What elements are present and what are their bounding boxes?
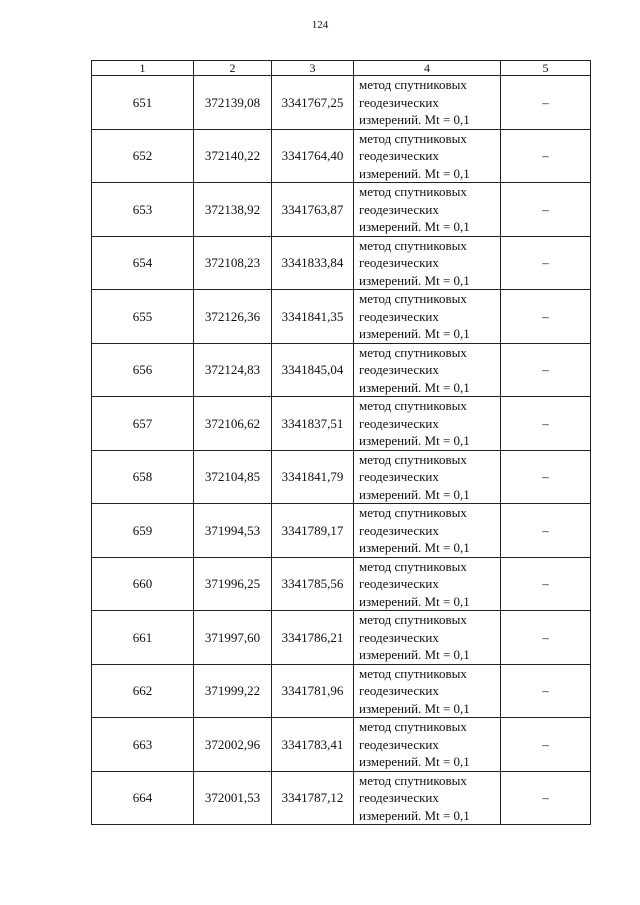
x-coordinate-cell: 372104,85 [194, 450, 272, 504]
point-number-cell: 657 [92, 397, 194, 451]
method-cell [354, 771, 501, 825]
point-number-cell: 660 [92, 557, 194, 611]
column-header-5: 5 [501, 61, 591, 76]
method-cell [354, 183, 501, 237]
table-row [92, 450, 591, 504]
method-cell [354, 718, 501, 772]
method-text-line: измерений. Mt = 0,1 [359, 540, 470, 555]
y-coordinate-cell: 3341764,40 [272, 129, 354, 183]
method-text-line: геодезических [359, 683, 439, 698]
y-coordinate-cell: 3341767,25 [272, 76, 354, 130]
table-row [92, 611, 591, 665]
method-text-line: метод спутниковых [359, 451, 467, 467]
x-coordinate-cell: 372001,53 [194, 771, 272, 825]
point-number-cell: 656 [92, 343, 194, 397]
method-text-line: геодезических [359, 522, 439, 538]
table-row [92, 129, 591, 183]
x-coordinate-cell: 372108,23 [194, 236, 272, 290]
method-cell [354, 290, 501, 344]
column-5-cell: – [501, 129, 591, 183]
column-5-cell: – [501, 450, 591, 504]
method-text-line: геодезических [359, 148, 439, 163]
column-5-cell: – [501, 504, 591, 558]
x-coordinate-cell: 372002,96 [194, 718, 272, 772]
table-row [92, 236, 591, 290]
method-text-line: измерений. Mt = 0,1 [359, 112, 470, 127]
y-coordinate-cell: 3341841,35 [272, 290, 354, 344]
point-number-cell: 658 [92, 450, 194, 504]
y-coordinate-cell: 3341845,04 [272, 343, 354, 397]
method-text-line: геодезических [359, 469, 439, 484]
column-header-3: 3 [272, 61, 354, 76]
method-text-line: метод спутниковых [359, 665, 467, 681]
y-coordinate-cell: 3341786,21 [272, 611, 354, 665]
method-text-line: измерений. Mt = 0,1 [359, 433, 470, 448]
y-coordinate-cell: 3341789,17 [272, 504, 354, 558]
column-5-cell: – [501, 343, 591, 397]
coordinates-table [91, 60, 591, 825]
x-coordinate-cell: 372138,92 [194, 183, 272, 237]
column-5-cell: – [501, 557, 591, 611]
method-text-line: измерений. Mt = 0,1 [359, 700, 470, 716]
method-text-line: метод спутниковых [359, 772, 467, 788]
method-cell [354, 397, 501, 451]
column-5-cell: – [501, 183, 591, 237]
method-text-line: геодезических [359, 629, 439, 645]
method-cell [354, 557, 501, 611]
x-coordinate-cell: 371997,60 [194, 611, 272, 665]
method-text-line: метод спутниковых [359, 130, 467, 146]
table-row [92, 343, 591, 397]
method-text-line: геодезических [359, 201, 439, 217]
method-text-line: геодезических [359, 415, 439, 431]
method-text-line: метод спутниковых [359, 184, 467, 199]
x-coordinate-cell: 372139,08 [194, 76, 272, 130]
x-coordinate-cell: 371999,22 [194, 664, 272, 718]
method-text-line: геодезических [359, 362, 439, 377]
method-text-line: измерений. Mt = 0,1 [359, 165, 470, 181]
column-5-cell: – [501, 664, 591, 718]
method-text-line: метод спутниковых [359, 237, 467, 253]
method-text-line: метод спутниковых [359, 719, 467, 734]
y-coordinate-cell: 3341833,84 [272, 236, 354, 290]
point-number-cell: 662 [92, 664, 194, 718]
point-number-cell: 654 [92, 236, 194, 290]
method-cell [354, 343, 501, 397]
method-text-line: геодезических [359, 308, 439, 324]
method-text-line: метод спутниковых [359, 505, 467, 520]
column-header-2: 2 [194, 61, 272, 76]
method-text-line: измерений. Mt = 0,1 [359, 326, 470, 341]
column-5-cell: – [501, 611, 591, 665]
method-cell [354, 664, 501, 718]
y-coordinate-cell: 3341785,56 [272, 557, 354, 611]
method-cell [354, 504, 501, 558]
page-number: 124 [311, 19, 329, 31]
y-coordinate-cell: 3341787,12 [272, 771, 354, 825]
method-text-line: геодезических [359, 576, 439, 591]
table-header-row [92, 61, 591, 76]
column-header-4: 4 [354, 61, 501, 76]
y-coordinate-cell: 3341837,51 [272, 397, 354, 451]
y-coordinate-cell: 3341763,87 [272, 183, 354, 237]
method-text-line: геодезических [359, 255, 439, 270]
table-row [92, 290, 591, 344]
point-number-cell: 655 [92, 290, 194, 344]
method-cell [354, 76, 501, 130]
x-coordinate-cell: 371994,53 [194, 504, 272, 558]
y-coordinate-cell: 3341781,96 [272, 664, 354, 718]
column-5-cell: – [501, 771, 591, 825]
method-text-line: измерений. Mt = 0,1 [359, 647, 470, 662]
method-text-line: геодезических [359, 736, 439, 752]
method-text-line: измерений. Mt = 0,1 [359, 486, 470, 502]
table-row [92, 504, 591, 558]
y-coordinate-cell: 3341841,79 [272, 450, 354, 504]
point-number-cell: 661 [92, 611, 194, 665]
method-cell [354, 450, 501, 504]
table-row [92, 664, 591, 718]
method-text-line: метод спутниковых [359, 344, 467, 360]
y-coordinate-cell: 3341783,41 [272, 718, 354, 772]
method-text-line: измерений. Mt = 0,1 [359, 379, 470, 395]
method-cell [354, 611, 501, 665]
method-text-line: метод спутниковых [359, 77, 467, 92]
column-5-cell: – [501, 718, 591, 772]
table-row [92, 771, 591, 825]
method-text-line: измерений. Mt = 0,1 [359, 219, 470, 234]
method-cell [354, 129, 501, 183]
method-text-line: геодезических [359, 790, 439, 805]
point-number-cell: 651 [92, 76, 194, 130]
column-5-cell: – [501, 397, 591, 451]
column-header-1: 1 [92, 61, 194, 76]
x-coordinate-cell: 372140,22 [194, 129, 272, 183]
method-text-line: измерений. Mt = 0,1 [359, 754, 470, 769]
method-text-line: измерений. Mt = 0,1 [359, 272, 470, 288]
point-number-cell: 652 [92, 129, 194, 183]
table-row [92, 557, 591, 611]
column-5-cell: – [501, 76, 591, 130]
table-row [92, 718, 591, 772]
method-text-line: метод спутниковых [359, 612, 467, 627]
x-coordinate-cell: 372124,83 [194, 343, 272, 397]
method-text-line: измерений. Mt = 0,1 [359, 593, 470, 609]
method-text-line: геодезических [359, 94, 439, 110]
method-text-line: метод спутниковых [359, 291, 467, 306]
point-number-cell: 664 [92, 771, 194, 825]
table-row [92, 397, 591, 451]
x-coordinate-cell: 372106,62 [194, 397, 272, 451]
x-coordinate-cell: 372126,36 [194, 290, 272, 344]
point-number-cell: 653 [92, 183, 194, 237]
method-cell [354, 236, 501, 290]
method-text-line: метод спутниковых [359, 558, 467, 574]
x-coordinate-cell: 371996,25 [194, 557, 272, 611]
method-text-line: измерений. Mt = 0,1 [359, 807, 470, 823]
column-5-cell: – [501, 236, 591, 290]
table-row [92, 183, 591, 237]
point-number-cell: 659 [92, 504, 194, 558]
column-5-cell: – [501, 290, 591, 344]
method-text-line: метод спутниковых [359, 398, 467, 413]
table-row [92, 76, 591, 130]
point-number-cell: 663 [92, 718, 194, 772]
